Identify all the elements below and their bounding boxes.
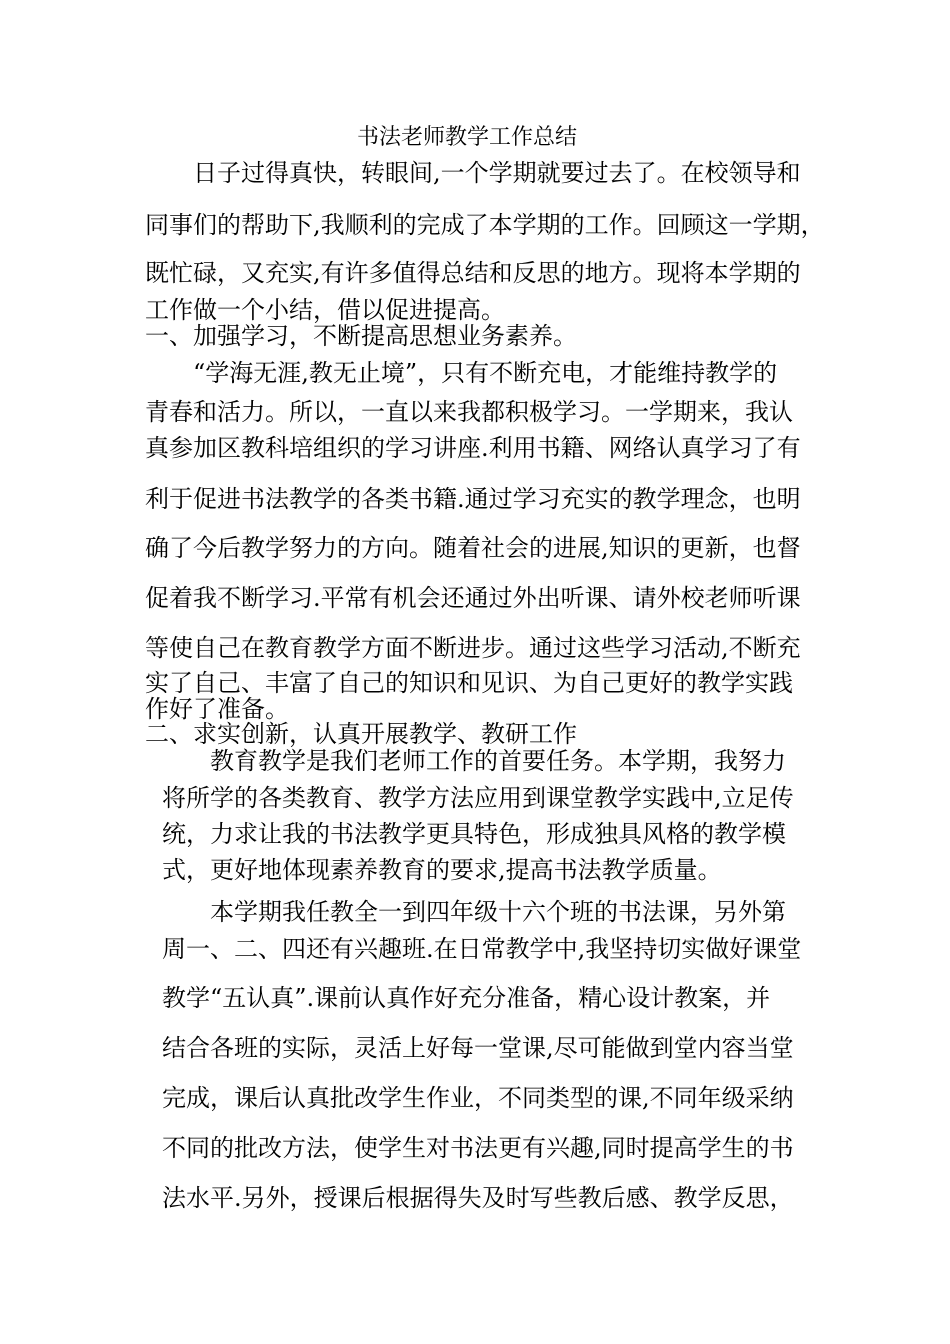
section1-line: 作好了准备。 (145, 695, 289, 723)
section2-line: 统，力求让我的书法教学更具特色，形成独具风格的教学模 (162, 820, 786, 848)
section1-line: 促着我不断学习.平常有机会还通过外出听课、请外校老师听课 (145, 584, 801, 612)
section1-line: 青春和活力。所以，一直以来我都积极学习。一学期来，我认 (145, 398, 793, 426)
section1-line: 实了自己、丰富了自己的知识和见识、为自己更好的教学实践 (145, 669, 793, 697)
intro-line: 同事们的帮助下,我顺利的完成了本学期的工作。回顾这一学期， (145, 211, 825, 239)
section2-line: 不同的批改方法，使学生对书法更有兴趣,同时提高学生的书 (162, 1134, 794, 1162)
section2-line: 将所学的各类教育、教学方法应用到课堂教学实践中,立足传 (162, 784, 794, 812)
section2-line: 结合各班的实际，灵活上好每一堂课,尽可能做到堂内容当堂 (162, 1034, 794, 1062)
intro-line: 日子过得真快，转眼间,一个学期就要过去了。在校领导和 (193, 159, 801, 187)
section2-line: 式，更好地体现素养教育的要求,提高书法教学质量。 (162, 856, 722, 884)
section1-line: 等使自己在教育教学方面不断进步。通过这些学习活动,不断充 (145, 634, 801, 662)
section2-line: 教学“五认真”.课前认真作好充分准备，精心设计教案，并 (162, 984, 771, 1012)
section-heading-2: 二、求实创新，认真开展教学、教研工作 (145, 720, 577, 748)
page-title: 书法老师教学工作总结 (357, 125, 578, 150)
intro-line: 既忙碌，又充实,有许多值得总结和反思的地方。现将本学期的 (145, 259, 801, 287)
section1-line: 利于促进书法教学的各类书籍.通过学习充实的教学理念，也明 (145, 485, 801, 513)
section2-line: 完成，课后认真批改学生作业，不同类型的课,不同年级采纳 (162, 1084, 794, 1112)
section2-line: 本学期我任教全一到四年级十六个班的书法课，另外第 (210, 898, 786, 926)
section-heading-1: 一、加强学习，不断提高思想业务素养。 (145, 322, 577, 350)
section1-line: 真参加区教科培组织的学习讲座.利用书籍、网络认真学习了有 (145, 434, 801, 462)
section2-line: 法水平.另外，授课后根据得失及时写些教后感、教学反思， (162, 1184, 794, 1212)
section1-line: “学海无涯,教无止境”，只有不断充电，才能维持教学的 (193, 359, 778, 387)
section2-line: 周一、二、四还有兴趣班.在日常教学中,我坚持切实做好课堂 (162, 935, 802, 963)
section2-line: 教育教学是我们老师工作的首要任务。本学期，我努力 (210, 747, 786, 775)
intro-line: 工作做一个小结，借以促进提高。 (145, 296, 505, 324)
section1-line: 确了今后教学努力的方向。随着社会的进展,知识的更新，也督 (145, 534, 801, 562)
